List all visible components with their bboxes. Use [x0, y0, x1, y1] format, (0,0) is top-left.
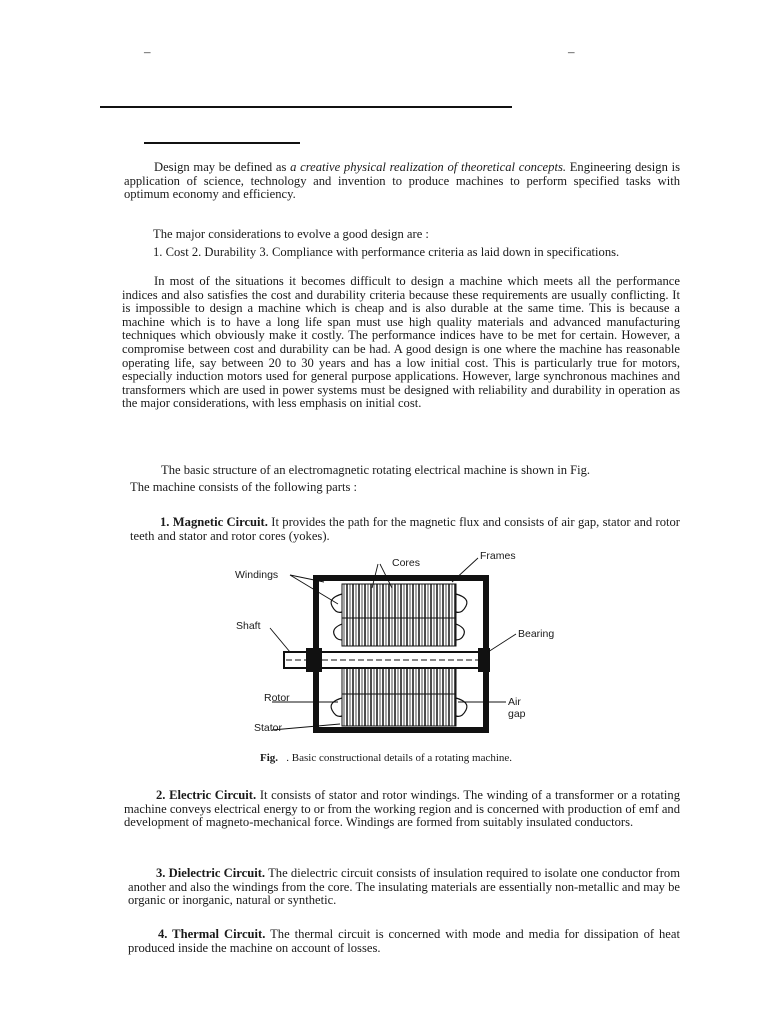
item-thermal-circuit — [128, 928, 680, 955]
heading-rule — [100, 106, 512, 108]
intro-definition: a creative physical realization of theoretical concepts. — [290, 160, 566, 174]
intro-rest: Engineering design is application of science, technology and invention to produce machines to perform specified tasks with optimum economy and efficiency. — [124, 160, 680, 202]
header-dash-right: – — [568, 44, 575, 59]
item-title: 3. Dielectric Circuit. — [156, 866, 266, 880]
label-air: Air — [508, 696, 521, 708]
item-electric-circuit — [124, 789, 680, 830]
item-text: The dielectric circuit consists of insulation required to isolate one conductor from another and also the windings from the core. The insulating materials are essentially non-metallic and may be organic or inorganic, natural or synthetic. — [128, 866, 681, 908]
caption-fig: Fig. — [260, 752, 279, 764]
label-shaft: Shaft — [236, 620, 261, 632]
bearing-left — [306, 648, 322, 672]
rotor-core-bottom — [342, 666, 456, 694]
structure-intro: The basic structure of an electromagnetic rotating electrical machine is shown in Fig. — [161, 463, 591, 477]
figure-caption — [260, 752, 512, 764]
item-title: 4. Thermal Circuit. — [158, 927, 266, 941]
label-gap: gap — [508, 708, 526, 720]
considerations-list: 1. Cost 2. Durability 3. Compliance with performance criteria as laid down in specifications. — [153, 245, 620, 259]
header-dash-left: – — [144, 44, 151, 59]
subheading-rule — [144, 142, 300, 144]
considerations-intro: The major considerations to evolve a good design are : — [153, 227, 429, 241]
label-stator: Stator — [254, 722, 283, 734]
label-frames: Frames — [480, 550, 516, 562]
label-rotor: Rotor — [264, 692, 290, 704]
label-windings: Windings — [235, 569, 279, 581]
item-text: It provides the path for the magnetic flux and consists of air gap, stator and rotor teeth and stator and rotor cores (yokes). — [130, 515, 680, 543]
item-dielectric-circuit — [128, 867, 680, 908]
intro-lead: Design may be defined as — [154, 160, 291, 174]
label-cores: Cores — [392, 557, 421, 569]
item-title: 1. Magnetic Circuit. — [160, 515, 268, 529]
intro-paragraph — [124, 161, 680, 202]
item-text: It consists of stator and rotor windings. The winding of a transformer or a rotating machine conveys electrical energy to or from the working region and is concerned with production of emf and development of magneto-mechanical force. Windings are formed from suitably insulated conductors. — [124, 788, 680, 830]
caption-text: . Basic constructional details of a rotating machine. — [286, 752, 513, 764]
label-bearing: Bearing — [518, 628, 555, 640]
item-title: 2. Electric Circuit. — [156, 788, 257, 802]
design-tradeoff-paragraph: In most of the situations it becomes difficult to design a machine which meets all the performance indices and also satisfies the cost and durability criteria because these requirements are usually conflicting. It is impossible to design a machine which is cheap and is also durable at the same time. This is because a machine which is to have a long life span must use high quality materials and advanced manufacturing techniques which obviously make it costly. The performance indices have to be met for certain. However, a compromise between cost and durability can be had. A good design is one where the machine has reasonable operating life, say between 20 to 30 years and has a low initial cost. This is particularly true for motors, especially induction motors used for general purpose applications. However, large synchronous machines and transformers which are used in power systems must be designed with reliability and durability in operation as the major considerations, with less emphasis on initial cost. — [122, 274, 680, 411]
structure-parts-lead: The machine consists of the following parts : — [130, 480, 357, 494]
item-text: The thermal circuit is concerned with mode and media for dissipation of heat produced inside the machine on account of losses. — [128, 927, 680, 955]
rotor-core-top — [342, 618, 456, 646]
item-magnetic-circuit — [130, 516, 680, 543]
